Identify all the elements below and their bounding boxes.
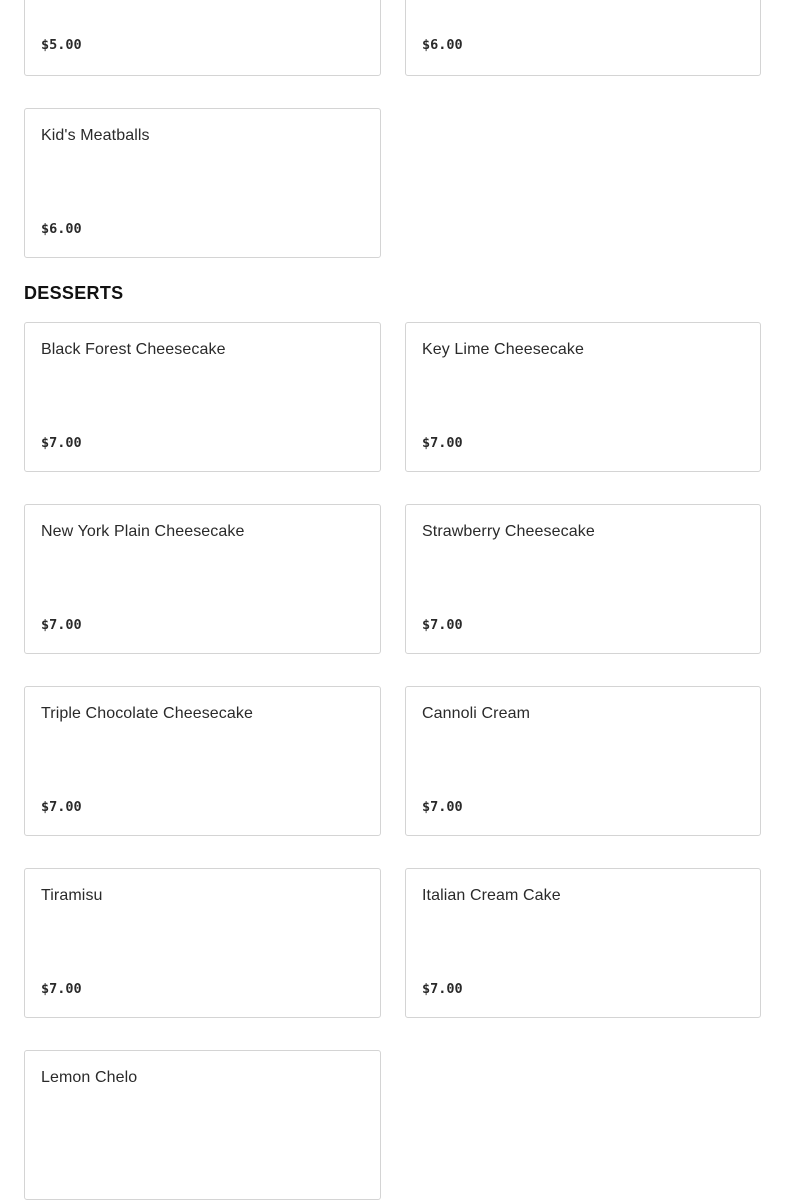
- menu-item-card[interactable]: [24, 0, 381, 76]
- menu-item-name: Cannoli Cream: [422, 705, 531, 722]
- menu-item-price: $7.00: [422, 617, 463, 633]
- menu-item-card[interactable]: [405, 322, 761, 472]
- menu-item-price: $7.00: [41, 799, 82, 815]
- menu-item-name: Triple Chocolate Cheesecake: [41, 705, 253, 722]
- menu-item-name: Black Forest Cheesecake: [41, 341, 226, 358]
- menu-item-name: Italian Cream Cake: [422, 887, 561, 904]
- menu-item-price: $7.00: [422, 799, 463, 815]
- menu-item-name: Tiramisu: [41, 887, 103, 904]
- menu-item-name: Kid's Meatballs: [41, 127, 150, 144]
- menu-item-card[interactable]: [24, 504, 381, 654]
- menu-item-price: $6.00: [422, 37, 463, 53]
- menu-item-card[interactable]: [405, 868, 761, 1018]
- menu-item-price: $7.00: [422, 981, 463, 997]
- menu-item-card[interactable]: [24, 686, 381, 836]
- menu-item-price: $7.00: [41, 981, 82, 997]
- menu-item-card[interactable]: [405, 504, 761, 654]
- menu-item-card[interactable]: [24, 108, 381, 258]
- menu-item-price: $7.00: [41, 617, 82, 633]
- menu-item-name: New York Plain Cheesecake: [41, 523, 245, 540]
- menu-item-card[interactable]: [405, 0, 761, 76]
- menu-item-name: Strawberry Cheesecake: [422, 523, 595, 540]
- menu-item-card[interactable]: [24, 1050, 381, 1200]
- menu-item-price: $7.00: [422, 435, 463, 451]
- menu-item-price: $5.00: [41, 37, 82, 53]
- menu-item-card[interactable]: [24, 868, 381, 1018]
- menu-item-name: Lemon Chelo: [41, 1069, 138, 1086]
- menu-item-name: Key Lime Cheesecake: [422, 341, 584, 358]
- menu-item-price: $7.00: [41, 435, 82, 451]
- menu-item-card[interactable]: [24, 322, 381, 472]
- menu-item-price: $6.00: [41, 221, 82, 237]
- section-heading-desserts: DESSERTS: [24, 283, 124, 303]
- menu-item-card[interactable]: [405, 686, 761, 836]
